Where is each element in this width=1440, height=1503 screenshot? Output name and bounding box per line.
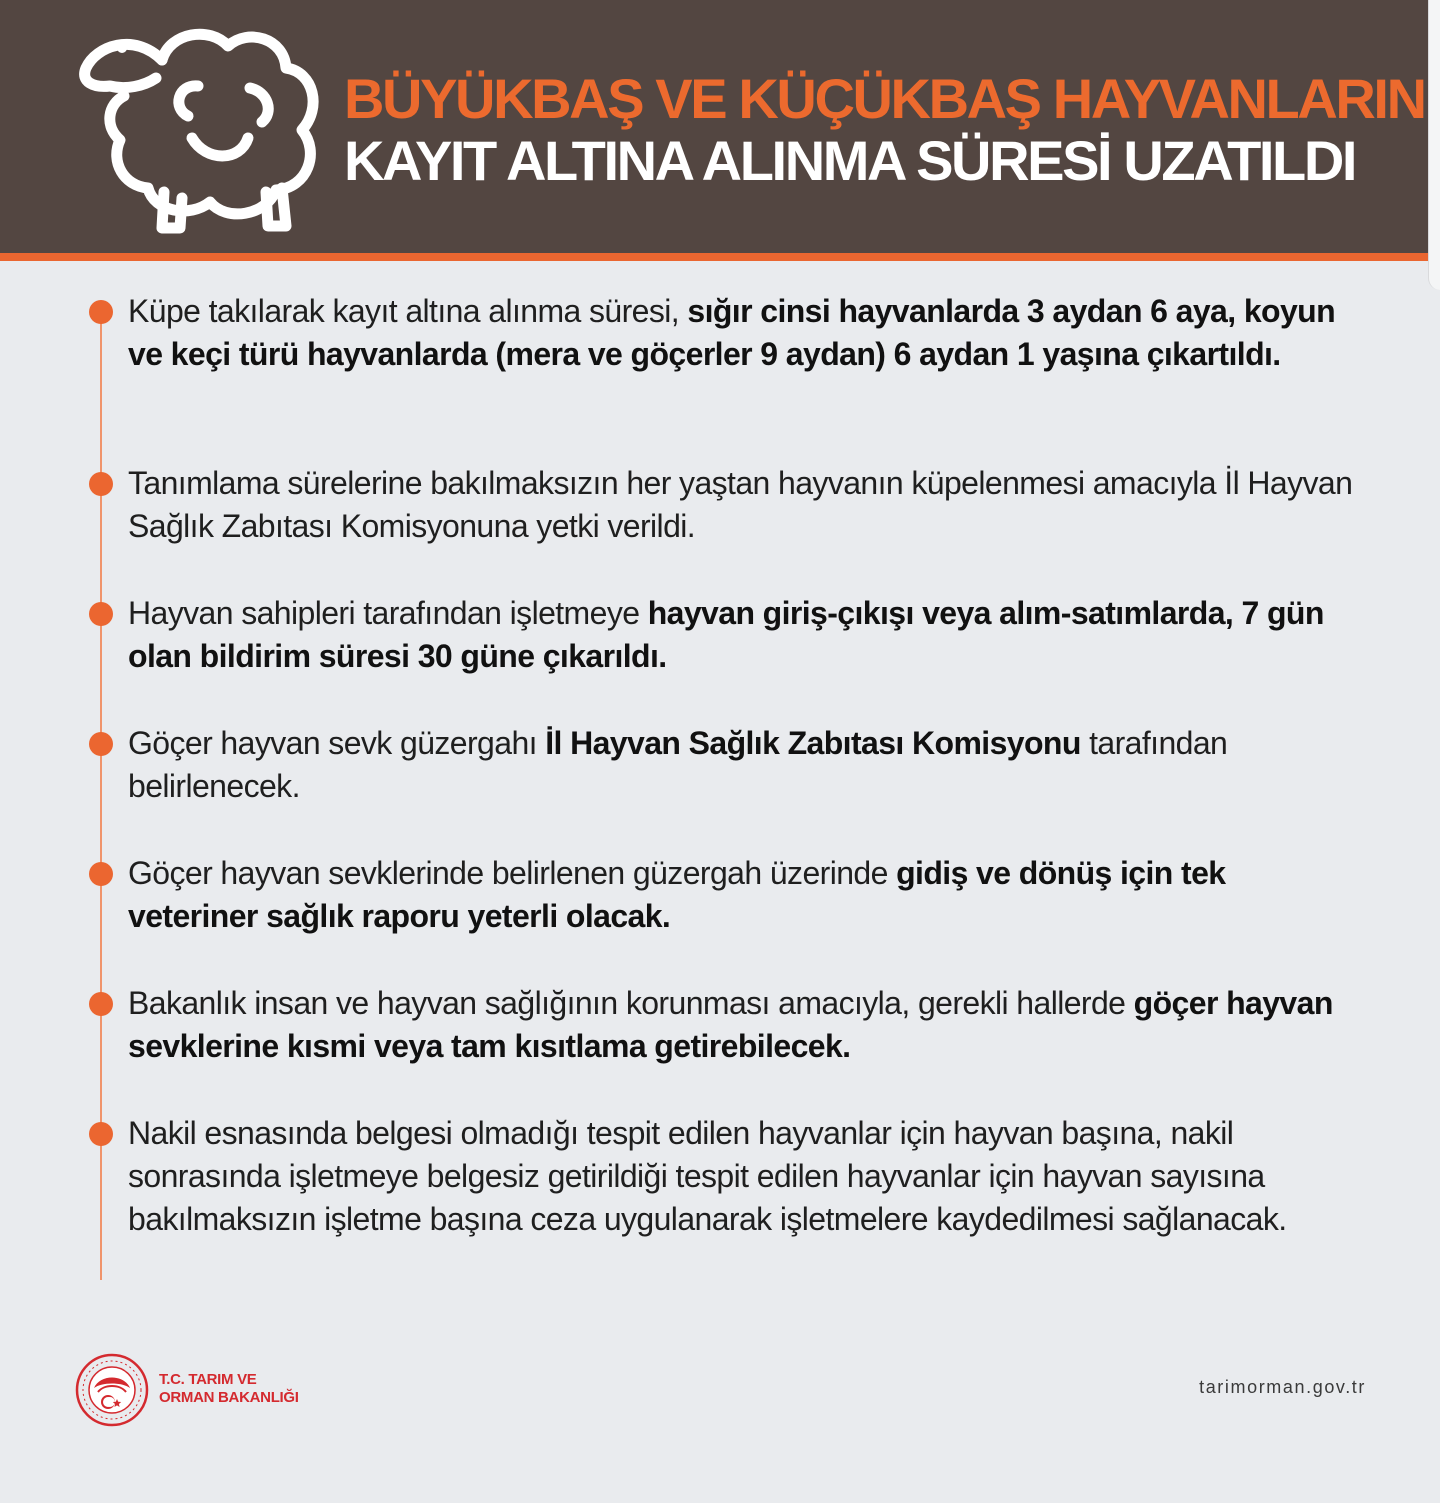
- item-text: Küpe takılarak kayıt altına alınma süresi,: [128, 293, 688, 329]
- item-text: Göçer hayvan sevk güzergahı: [128, 725, 546, 761]
- list-item: [128, 1112, 1358, 1241]
- item-text: Bakanlık insan ve hayvan sağlığının korunması amacıyla, gerekli hallerde: [128, 985, 1134, 1021]
- item-text: Göçer hayvan sevklerinde belirlenen güzergah üzerinde: [128, 855, 897, 891]
- list-item: [128, 852, 1358, 938]
- item-bold-text: hayvan giriş-çıkışı veya alım-satımlarda, 7 gün olan bildirim süresi 30 güne çıkarıldı.: [128, 595, 1324, 674]
- title-line-1: BÜYÜKBAŞ VE KÜÇÜKBAŞ HAYVANLARIN: [344, 67, 1425, 130]
- list-item: [128, 722, 1358, 808]
- bullet-dot: [89, 732, 113, 756]
- item-text: tarafından belirlenecek.: [128, 725, 1228, 804]
- ministry-name-line-2: ORMAN BAKANLIĞI: [159, 1389, 299, 1406]
- website-link[interactable]: tarimorman.gov.tr: [1199, 1377, 1366, 1397]
- bullet-dot: [89, 300, 113, 324]
- item-bold-text: İl Hayvan Sağlık Zabıtası Komisyonu: [545, 725, 1081, 761]
- bullet-dot: [89, 992, 113, 1016]
- item-bold-text: gidiş ve dönüş için tek veteriner sağlık raporu yeterli olacak.: [128, 855, 1226, 934]
- list-item: [128, 462, 1358, 548]
- ministry-name: [159, 1371, 299, 1407]
- item-text: Hayvan sahipleri tarafından işletmeye: [128, 595, 648, 631]
- list-item: [128, 290, 1358, 376]
- item-bold-text: göçer hayvan sevklerine kısmi veya tam kısıtlama getirebilecek.: [128, 985, 1333, 1064]
- header-accent-line: [0, 253, 1428, 261]
- page-edge: [1428, 0, 1440, 290]
- title-line-2: KAYIT ALTINA ALINMA SÜRESİ UZATILDI: [344, 129, 1356, 192]
- item-text: Tanımlama sürelerine bakılmaksızın her yaştan hayvanın küpelenmesi amacıyla İl Hayvan Sağlık Zabıtası Komisyonuna yetki verildi.: [128, 465, 1353, 544]
- item-bold-text: sığır cinsi hayvanlarda 3 aydan 6 aya, koyun ve keçi türü hayvanlarda (mera ve göçerler 9 aydan) 6 aydan 1 yaşına çıkartıldı.: [128, 293, 1336, 372]
- item-text: Nakil esnasında belgesi olmadığı tespit edilen hayvanlar için hayvan başına, nakil sonrasında işletmeye belgesiz getirildiği tespit edilen hayvanlar için hayvan sayısına bakılmaksızın işletme başına ceza uygulanarak işletmelere kaydedilmesi sağlanacak.: [128, 1115, 1287, 1237]
- bullet-dot: [89, 862, 113, 886]
- ministry-name-line-1: T.C. TARIM VE: [159, 1371, 257, 1388]
- bullet-dot: [89, 1122, 113, 1146]
- bullet-dot: [89, 602, 113, 626]
- list-item: [128, 592, 1358, 678]
- ministry-emblem-icon: [74, 1352, 150, 1428]
- sheep-icon: [70, 12, 330, 242]
- list-item: [128, 982, 1358, 1068]
- page-title: [344, 67, 1425, 192]
- bullet-dot: [89, 472, 113, 496]
